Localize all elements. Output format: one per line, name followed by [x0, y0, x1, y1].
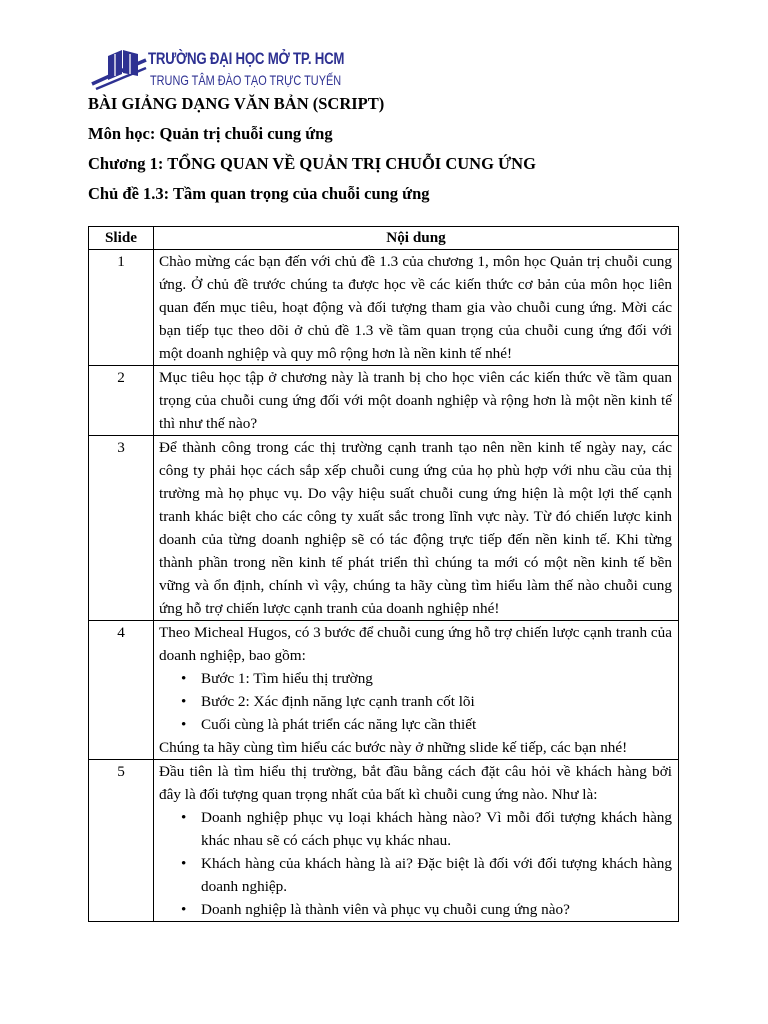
bullet-item: • Doanh nghiệp là thành viên và phục vụ chuỗi cung ứng nào? [201, 898, 672, 921]
slide-number: 5 [89, 760, 154, 922]
bullet-item: • Bước 1: Tìm hiểu thị trường [201, 667, 672, 690]
slide-content [154, 621, 679, 760]
bullet-item: • Doanh nghiệp phục vụ loại khách hàng nào? Vì mỗi đối tượng khách hàng khác nhau sẽ có cách phục vụ khác nhau. [201, 806, 672, 852]
table-header-row [89, 227, 679, 250]
column-header-slide: Slide [89, 227, 154, 250]
logo-center-name: TRUNG TÂM ĐÀO TẠO TRỰC TUYẾN [150, 72, 342, 88]
subject-heading: Môn học: Quản trị chuỗi cung ứng [88, 124, 333, 143]
bullet-item: • Bước 2: Xác định năng lực cạnh tranh cốt lõi [201, 690, 672, 713]
slide-intro-text: Theo Micheal Hugos, có 3 bước để chuỗi cung ứng hỗ trợ chiến lược cạnh tranh của doanh nghiệp, bao gồm: [159, 624, 672, 664]
university-book-logo-icon [88, 46, 148, 92]
table-row [89, 436, 679, 621]
slide-number: 3 [89, 436, 154, 621]
slide-content [154, 760, 679, 922]
university-logo [88, 44, 345, 94]
slide-content: Để thành công trong các thị trường cạnh tranh tạo nên nền kinh tế ngày nay, các công ty phải học cách sắp xếp chuỗi cung ứng của họ phù hợp với nhu cầu của thị trường mà họ phục vụ. Do vậy hiệu suất chuỗi cung ứng hiện là một lợi thế cạnh tranh khác biệt cho các công ty xuất sắc trong lĩnh vực này. Từ đó chiến lược kinh doanh của từng doanh nghiệp sẽ có tác động trực tiếp đến nền kinh tế. Khi từng thành phần trong nền kinh tế phát triển thì chúng ta mới có một nền kinh tế bền vững và ổn định, chính vì vậy, chúng ta hãy cùng tìm hiểu làm thế nào chuỗi cung ứng hỗ trợ chiến lược cạnh tranh của doanh nghiệp nhé! [154, 436, 679, 621]
document-title: BÀI GIẢNG DẠNG VĂN BẢN (SCRIPT) [88, 94, 385, 113]
slide-intro-text: Đầu tiên là tìm hiểu thị trường, bắt đầu bằng cách đặt câu hỏi về khách hàng bởi đây là đối tượng quan trọng nhất của bất kì chuỗi cung ứng nào. Như là: [159, 763, 672, 803]
column-header-content: Nội dung [154, 227, 679, 250]
bullet-list [159, 667, 672, 736]
slide-content: Chào mừng các bạn đến với chủ đề 1.3 của chương 1, môn học Quản trị chuỗi cung ứng. Ở chủ đề trước chúng ta được học về các kiến thức cơ bản của môn học liên quan đến mục tiêu, hoạt động và đối tượng tham gia vào chuỗi cung ứng. Mời các bạn tiếp tục theo dõi ở chủ đề 1.3 về tầm quan trọng của chuỗi cung ứng đối với một doanh nghiệp và quy mô rộng hơn là nền kinh tế nhé! [154, 250, 679, 366]
slide-content: Mục tiêu học tập ở chương này là tranh bị cho học viên các kiến thức về tầm quan trọng của chuỗi cung ứng đối với một doanh nghiệp và rộng hơn là một nền kinh tế thì như thế nào? [154, 366, 679, 436]
slide-outro-text: Chúng ta hãy cùng tìm hiểu các bước này ở những slide kế tiếp, các bạn nhé! [159, 739, 628, 756]
bullet-item: • Khách hàng của khách hàng là ai? Đặc biệt là đối với đối tượng khách hàng doanh nghiệp. [201, 852, 672, 898]
slide-number: 2 [89, 366, 154, 436]
topic-heading: Chủ đề 1.3: Tầm quan trọng của chuỗi cung ứng [88, 184, 430, 203]
slide-number: 4 [89, 621, 154, 760]
table-row [89, 760, 679, 922]
bullet-item: • Cuối cùng là phát triển các năng lực cần thiết [201, 713, 672, 736]
table-row [89, 366, 679, 436]
bullet-list [159, 806, 672, 921]
chapter-heading: Chương 1: TỔNG QUAN VỀ QUẢN TRỊ CHUỖI CUNG ỨNG [88, 154, 536, 173]
logo-university-name: TRƯỜNG ĐẠI HỌC MỞ TP. HCM [148, 49, 345, 68]
table-row [89, 250, 679, 366]
table-row [89, 621, 679, 760]
script-table [88, 226, 679, 922]
slide-number: 1 [89, 250, 154, 366]
